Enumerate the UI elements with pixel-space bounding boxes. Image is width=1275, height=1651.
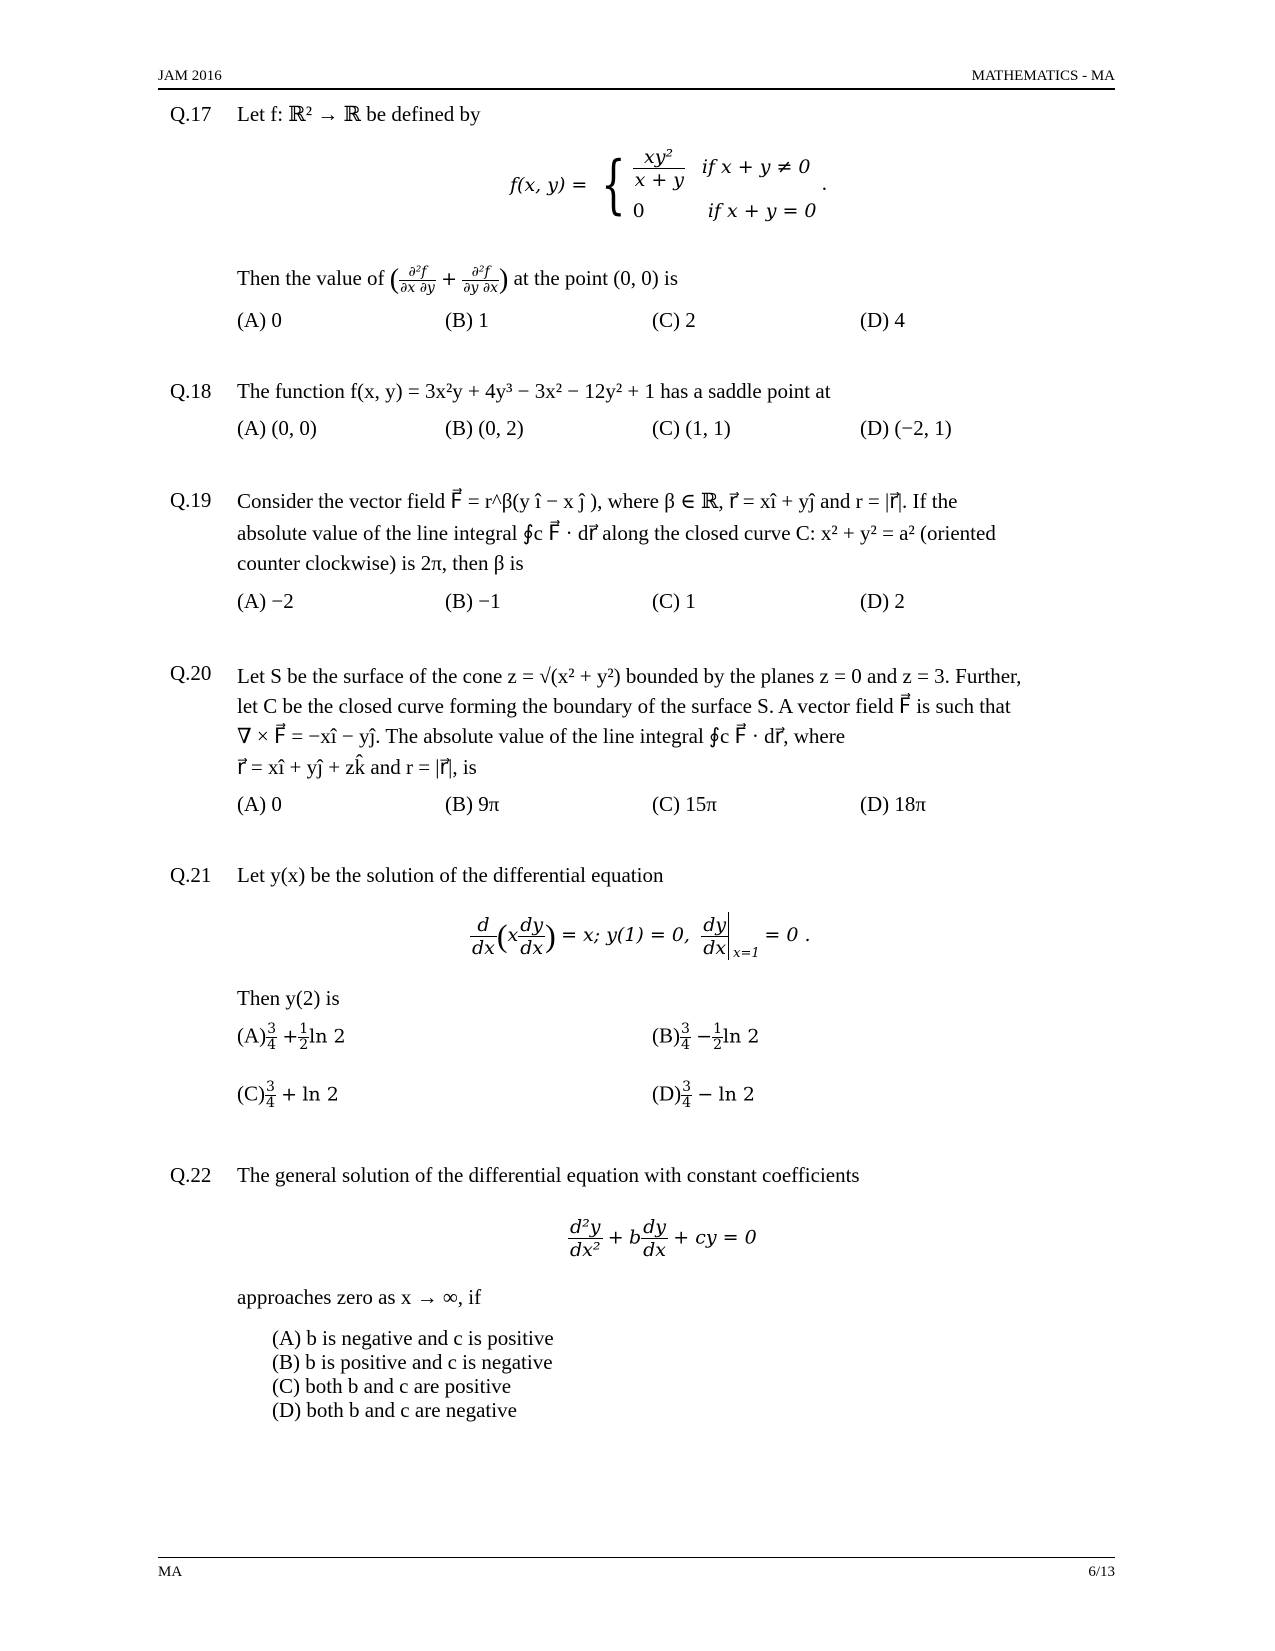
q18-option-a[interactable]: (A) (0, 0) (237, 416, 317, 440)
q17-stem: Let f: ℝ² → ℝ be defined by (237, 102, 481, 126)
q21-option-d[interactable]: (D) $\frac{3}{4}$ − ln 2 (652, 1079, 755, 1111)
q20-stem-line4: r⃗ = xî + yĵ + zk̂ and r = |r⃗|, is (237, 755, 477, 779)
header-exam: JAM 2016 (158, 68, 222, 84)
q21-number: Q.21 (170, 863, 212, 887)
q22-option-b[interactable]: (B) b is positive and c is negative (272, 1350, 553, 1374)
left-brace-icon: { (600, 148, 626, 222)
q20-option-d[interactable]: (D) 18π (860, 792, 927, 816)
q17-number: Q.17 (170, 102, 212, 126)
q18-option-d[interactable]: (D) (−2, 1) (860, 416, 952, 440)
q17-option-d[interactable]: (D) 4 (860, 308, 905, 332)
q19-option-c[interactable]: (C) 1 (652, 589, 696, 613)
q20-option-a[interactable]: (A) 0 (237, 792, 282, 816)
q21-option-a[interactable]: (A) $\frac{3}{4}$ + $\frac{1}{2}$ ln 2 (237, 1021, 346, 1053)
q22-eq-tail: + cy = 0 (673, 1226, 757, 1249)
q21-eval-at: x=1 (733, 946, 760, 961)
q20-stem-line2: let C be the closed curve forming the boundary of the surface S. A vector field F⃗ is such that (237, 694, 1011, 718)
q17-case2-cond: if x + y = 0 (707, 200, 817, 222)
q19-stem-line1: Consider the vector field F⃗ = r^β(y î − x ĵ ), where β ∈ ℝ, r⃗ = xî + yĵ and r = |r⃗|. If the (237, 489, 958, 513)
q22-option-d[interactable]: (D) both b and c are negative (272, 1398, 517, 1422)
q21-option-c[interactable]: (C) $\frac{3}{4}$ + ln 2 (237, 1079, 339, 1111)
q17-case1-cond: if x + y ≠ 0 (701, 156, 811, 179)
q22-after: approaches zero as x → ∞, if (237, 1285, 482, 1309)
q20-stem-line1: Let S be the surface of the cone z = √(x² + y²) bounded by the planes z = 0 and z = 3. Further, (237, 664, 1022, 688)
q21-option-b[interactable]: (B) $\frac{3}{4}$ − $\frac{1}{2}$ ln 2 (652, 1021, 760, 1053)
q21-then: Then y(2) is (237, 986, 340, 1010)
q17-case1-den: x + y (634, 169, 685, 191)
footer-rule (158, 1557, 1115, 1558)
q18-stem: The function f(x, y) = 3x²y + 4y³ − 3x² − 12y² + 1 has a saddle point at (237, 379, 831, 403)
q22-options (272, 1326, 554, 1422)
q21-equation: $\frac{d}{dx}$ (x $\frac{dy}{dx}$ ) = x; y(1) = 0, $\frac{dy}{dx}$ x=1 = 0 . (472, 913, 811, 961)
header-rule (158, 88, 1115, 90)
q21-eq-rest: = x; y(1) = 0, (561, 923, 690, 946)
q22-equation: $\frac{\text{d²y}}{\text{dx²}}$ + b $\frac{dy}{dx}$ + cy = 0 (570, 1216, 757, 1261)
q20-number: Q.20 (170, 661, 212, 685)
q19-stem-line3: counter clockwise) is 2π, then β is (237, 551, 524, 575)
q22-option-a[interactable]: (A) b is negative and c is positive (272, 1326, 554, 1350)
q18-option-c[interactable]: (C) (1, 1) (652, 416, 731, 440)
q20-option-c[interactable]: (C) 15π (652, 792, 717, 816)
q17-func-lhs: f(x, y) = (510, 174, 588, 196)
q17-case1-num: xy² (633, 146, 685, 169)
q20-option-b[interactable]: (B) 9π (445, 792, 500, 816)
q17-case2-val: 0 (632, 200, 645, 222)
q22-option-c[interactable]: (C) both b and c are positive (272, 1374, 512, 1398)
q17-then-prefix: Then the value of (237, 266, 385, 290)
q17-option-b[interactable]: (B) 1 (445, 308, 489, 332)
q19-option-d[interactable]: (D) 2 (860, 589, 905, 613)
q17-option-a[interactable]: (A) 0 (237, 308, 282, 332)
q21-stem: Let y(x) be the solution of the differential equation (237, 863, 664, 887)
q19-option-a[interactable]: (A) −2 (237, 589, 294, 613)
q17-then: Then the value of ( $\frac{\text{∂²f}}{\partial x \partial y}$ + $\frac{\text{∂²f}}{\partial y \partial x}$ ) at the point (0, 0) is (237, 263, 679, 296)
page-number: 6/13 (1088, 1564, 1115, 1580)
q21-eq-end: = 0 . (764, 923, 811, 946)
q17-then-suffix: at the point (0, 0) is (513, 266, 679, 290)
q22-number: Q.22 (170, 1163, 212, 1187)
footer-subject-code: MA (158, 1564, 183, 1580)
q17-piecewise: f(x, y) = { $\frac{\text{xy²}}{x + y}$ if x + y ≠ 0 0 if x + y = 0 . (510, 146, 828, 222)
header-subject: MATHEMATICS - MA (971, 68, 1115, 84)
q20-stem-line3: ∇ × F⃗ = −xî − yĵ. The absolute value of the line integral ∮c F⃗ · dr⃗, where (237, 724, 846, 748)
q17-option-c[interactable]: (C) 2 (652, 308, 696, 332)
q18-number: Q.18 (170, 379, 212, 403)
q18-option-b[interactable]: (B) (0, 2) (445, 416, 524, 440)
q19-stem-line2: absolute value of the line integral ∮c F⃗ · dr⃗ along the closed curve C: x² + y² = a² (oriented (237, 521, 996, 545)
q19-number: Q.19 (170, 488, 212, 512)
q22-stem: The general solution of the differential equation with constant coefficients (237, 1163, 860, 1187)
q19-option-b[interactable]: (B) −1 (445, 589, 501, 613)
